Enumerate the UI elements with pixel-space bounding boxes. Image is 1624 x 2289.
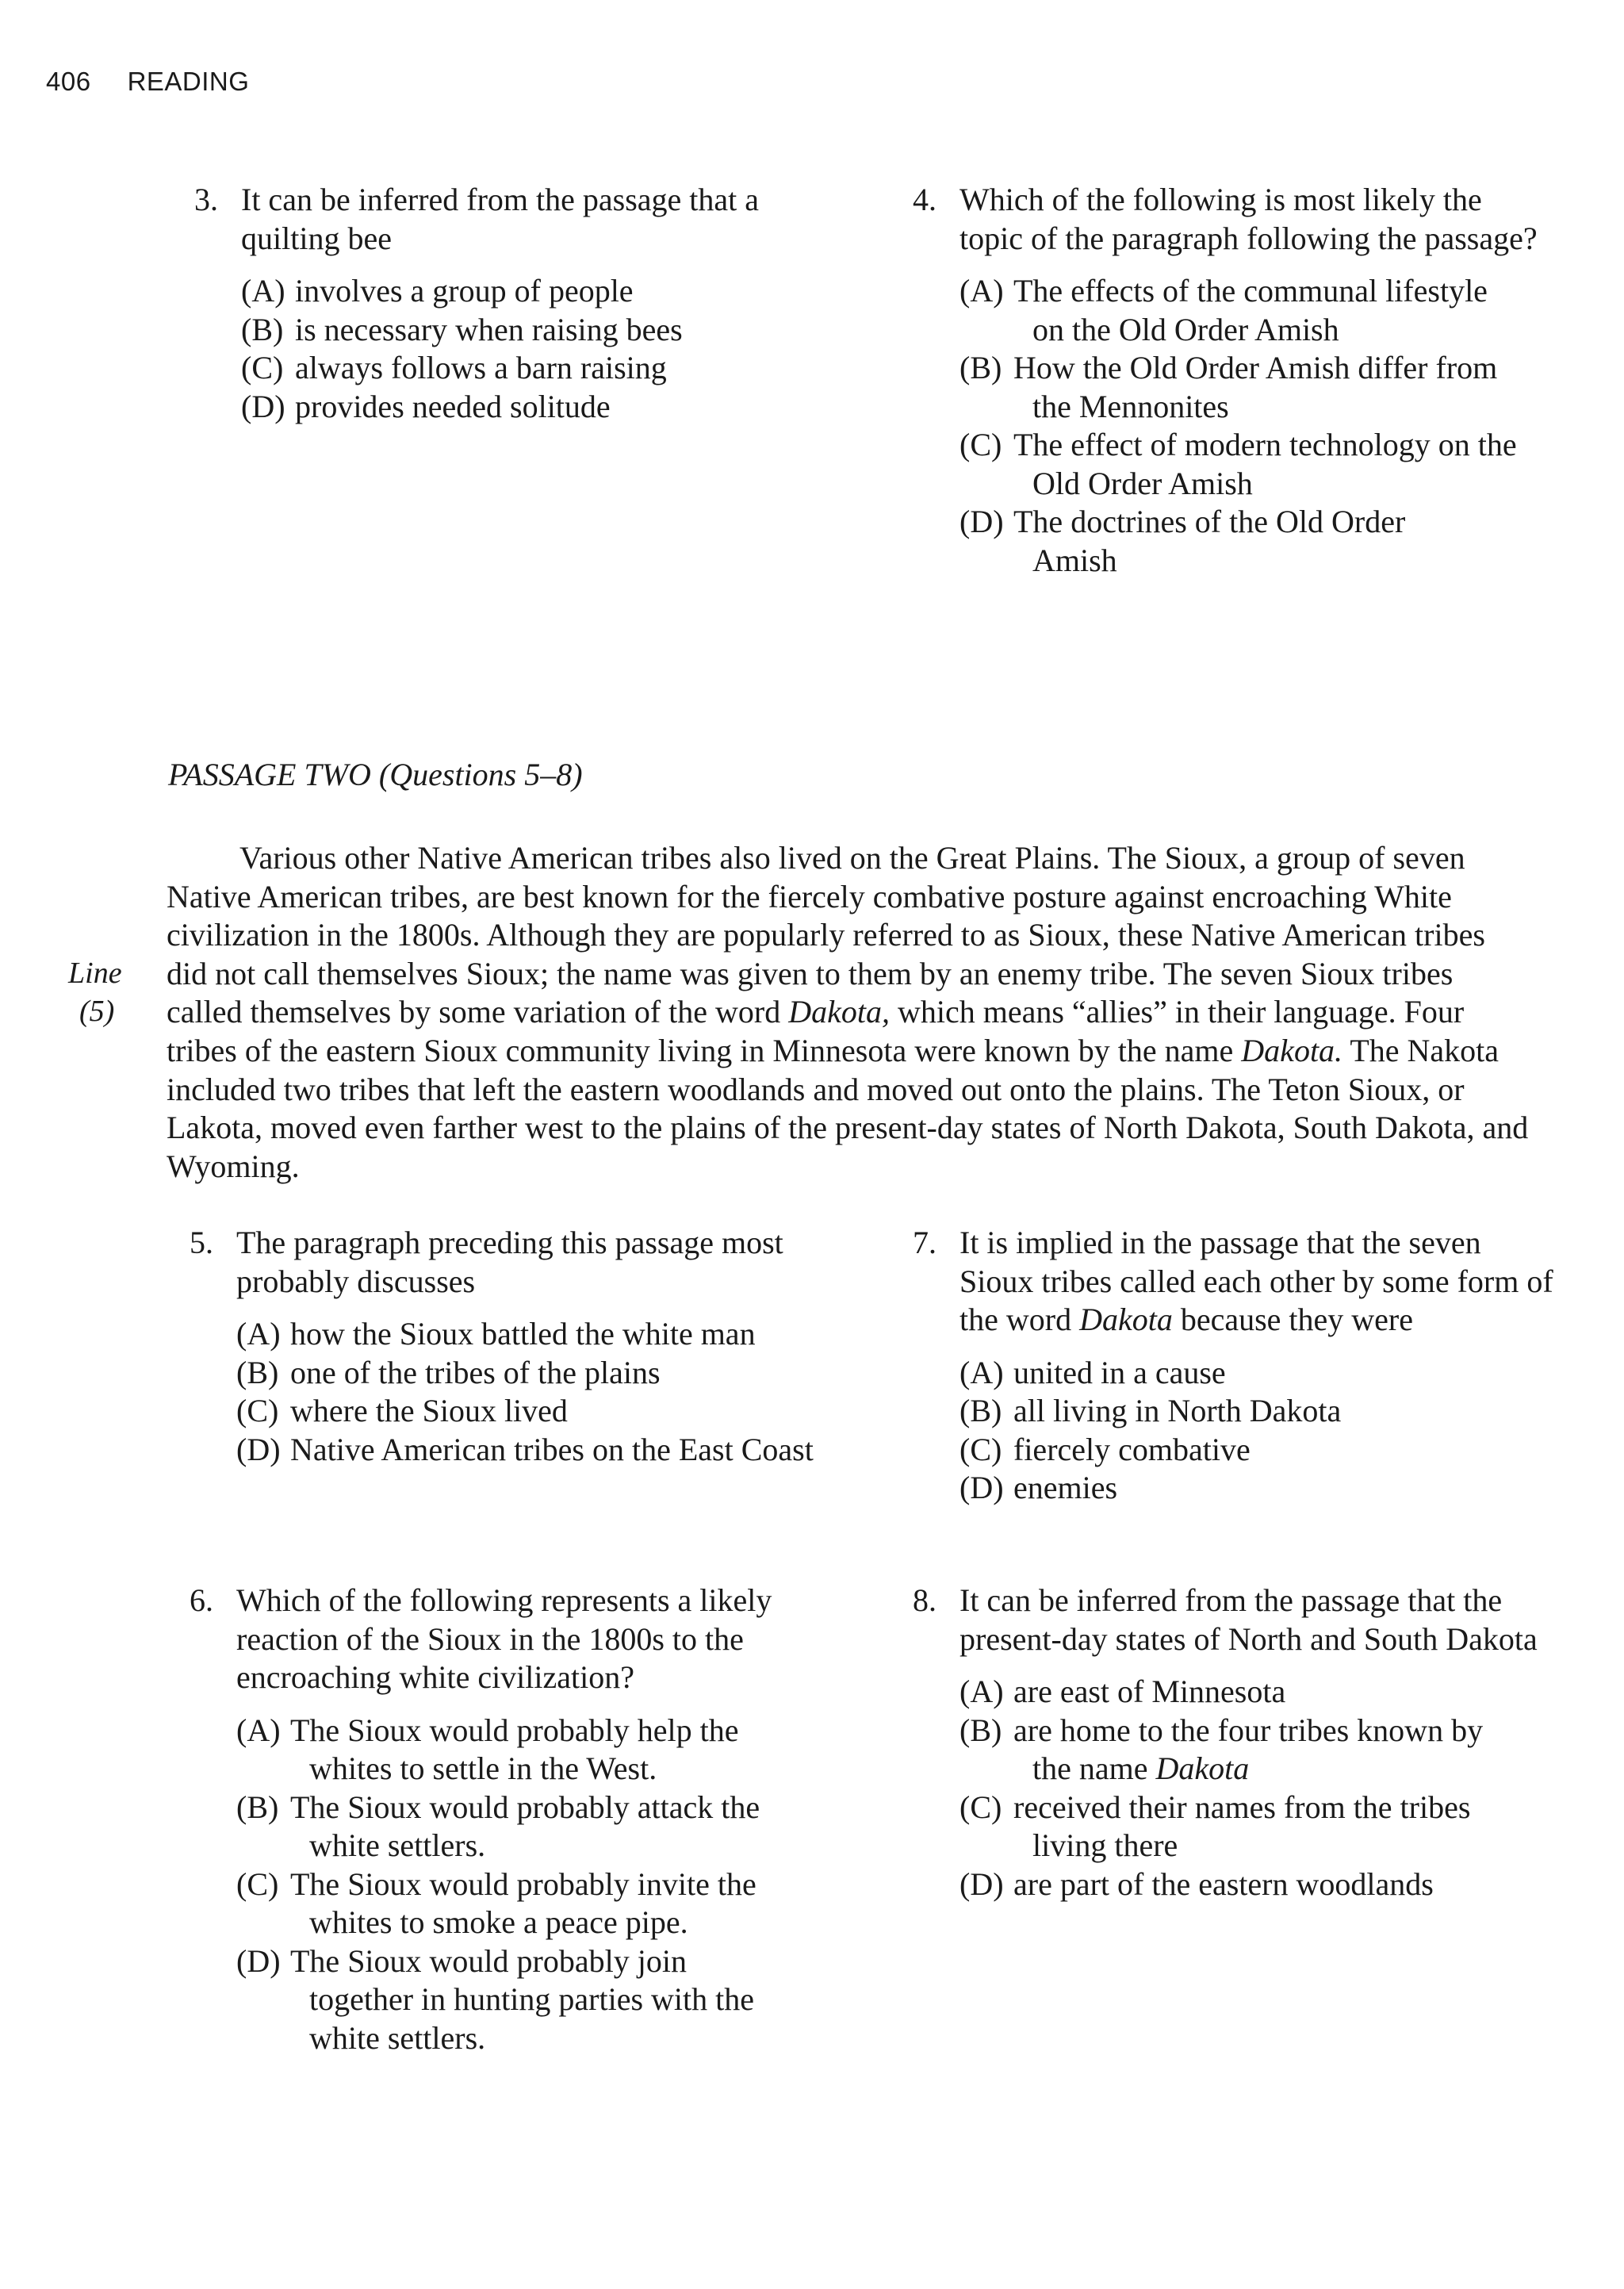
answer-options [190, 1712, 841, 2058]
answer-option-d[interactable]: (D) enemies [959, 1470, 1118, 1505]
answer-option-a[interactable]: (A) The Sioux would probably help the whites to settle in the West. [236, 1712, 739, 1786]
question-3 [195, 181, 829, 426]
question-stem: It can be inferred from the passage that the present-day states of North and South Dakota [959, 1582, 1538, 1657]
answer-options [914, 1673, 1564, 1904]
answer-option-d[interactable]: (D) are part of the eastern woodlands [959, 1865, 1434, 1902]
answer-options [195, 272, 829, 426]
answer-option-b[interactable]: (B) The Sioux would probably attack the white settlers. [236, 1789, 760, 1863]
question-5 [190, 1224, 841, 1469]
page-number: 406 [46, 67, 91, 96]
answer-option-a[interactable]: (A) The effects of the communal lifestyle on the Old Order Amish [959, 273, 1488, 347]
question-6 [190, 1582, 841, 2057]
question-number: 8. [913, 1582, 936, 1618]
question-stem: It can be inferred from the passage that a quilting bee [241, 182, 760, 256]
answer-option-b[interactable]: (B) one of the tribes of the plains [236, 1354, 661, 1390]
question-number: 3. [194, 182, 218, 217]
answer-option-c[interactable]: (C) The Sioux would probably invite the whites to smoke a peace pipe. [236, 1865, 756, 1940]
question-number: 7. [913, 1225, 936, 1260]
answer-option-c[interactable]: (C) The effect of modern technology on the Old Order Amish [959, 427, 1517, 501]
line-number: (5) [79, 995, 115, 1028]
answer-option-d[interactable]: (D) The doctrines of the Old Order Amish [959, 504, 1406, 578]
answer-option-c[interactable]: (C) received their names from the tribes living there [959, 1789, 1471, 1863]
answer-option-b[interactable]: (B) all living in North Dakota [959, 1393, 1342, 1428]
question-number: 6. [190, 1582, 213, 1618]
passage-title: PASSAGE TWO (Questions 5–8) [168, 757, 583, 792]
answer-option-c[interactable]: (C) fiercely combative [959, 1431, 1251, 1467]
answer-option-b[interactable]: (B) are home to the four tribes known by the name Dakota [959, 1712, 1484, 1786]
answer-options [190, 1315, 841, 1469]
section-title: READING [127, 67, 250, 96]
line-label: Line [68, 957, 122, 990]
question-stem: The paragraph preceding this passage most probably discusses [236, 1225, 783, 1299]
answer-options [914, 272, 1556, 580]
answer-option-a[interactable]: (A) are east of Minnesota [959, 1674, 1286, 1709]
answer-options [914, 1354, 1564, 1508]
answer-option-d[interactable]: (D) Native American tribes on the East Coast [236, 1431, 814, 1467]
question-number: 5. [190, 1225, 213, 1260]
passage-text: Various other Native American tribes also lived on the Great Plains. The Sioux, a group of seven Native American tribes, are best known for the fiercely combative posture against encroaching White civilization in the 1800s. Although they are popularly referred to as Sioux, these Native American tribes did not call themselves Sioux; the name was given to them by an enemy tribe. The seven Sioux tribes called themselves by some variation of the word Dakota, which means “allies” in their language. Four tribes of the eastern Sioux community living in Minnesota were known by the name Dakota. The Nakota included two tribes that left the eastern woodlands and moved out onto the plains. The Teton Sioux, or Lakota, moved even farther west to the plains of the present-day states of North Dakota, South Dakota, and Wyoming. [167, 840, 1529, 1184]
answer-option-b[interactable]: (B) is necessary when raising bees [241, 311, 683, 347]
question-number: 4. [913, 182, 936, 217]
question-4 [914, 181, 1556, 580]
answer-option-a[interactable]: (A) united in a cause [959, 1354, 1226, 1390]
answer-option-b[interactable]: (B) How the Old Order Amish differ from the Mennonites [959, 350, 1498, 424]
question-stem: Which of the following is most likely the topic of the paragraph following the passage? [959, 182, 1538, 256]
answer-option-c[interactable]: (C) where the Sioux lived [236, 1393, 568, 1428]
answer-option-c[interactable]: (C) always follows a barn raising [241, 350, 667, 385]
question-7 [914, 1224, 1564, 1508]
answer-option-a[interactable]: (A) involves a group of people [241, 273, 634, 309]
answer-option-d[interactable]: (D) The Sioux would probably join together in hunting parties with the white settlers. [236, 1942, 754, 2056]
answer-option-a[interactable]: (A) how the Sioux battled the white man [236, 1316, 756, 1352]
answer-option-d[interactable]: (D) provides needed solitude [241, 388, 611, 424]
question-stem: Which of the following represents a likely reaction of the Sioux in the 1800s to the encroaching white civilization? [236, 1582, 772, 1695]
page-header [46, 67, 249, 97]
question-stem: It is implied in the passage that the seven Sioux tribes called each other by some form of the word Dakota because they were [959, 1225, 1553, 1337]
question-8 [914, 1582, 1564, 1904]
